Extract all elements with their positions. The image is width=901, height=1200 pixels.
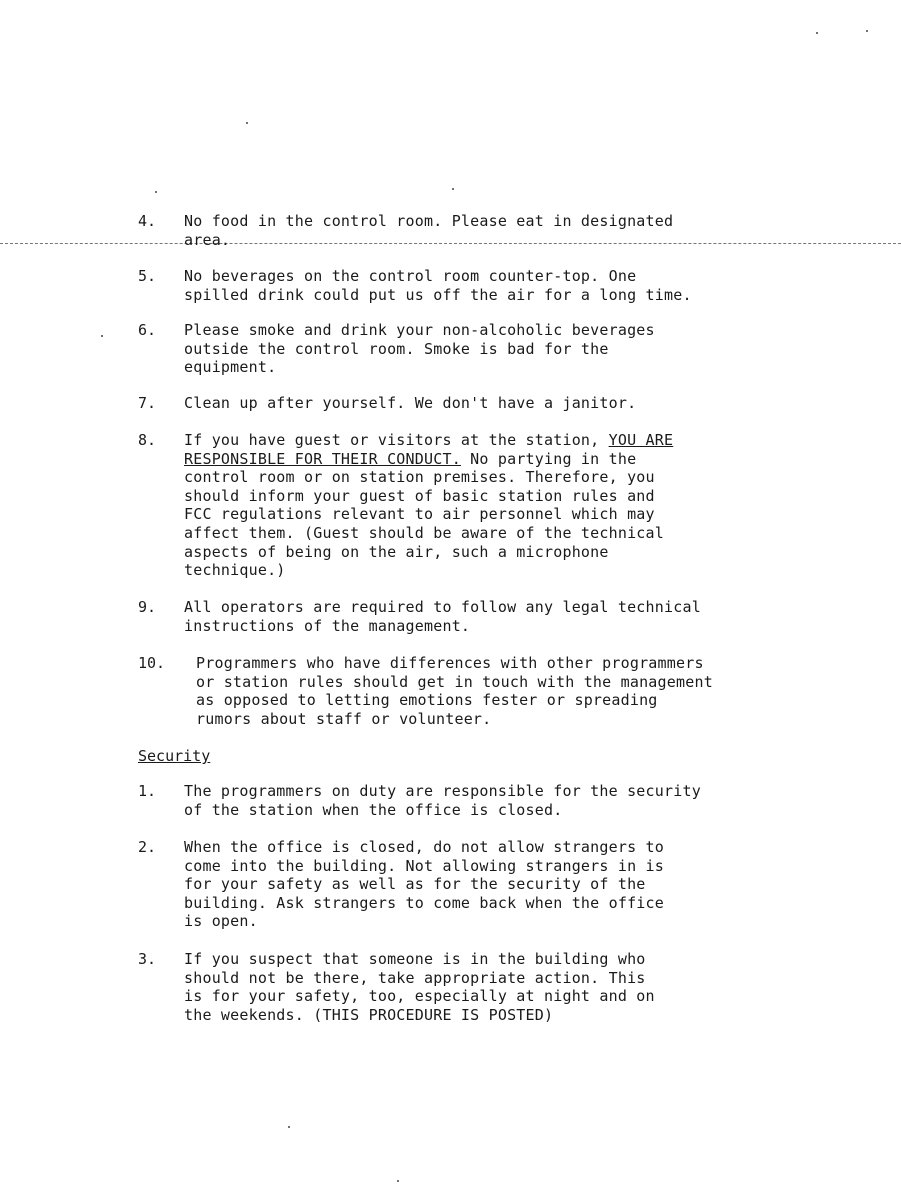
security-text: If you suspect that someone is in the building who should not be there, take appropriate action. This is for your safety, too, especially at night and on the weekends. (THIS PROCEDURE IS POSTED) [184,950,655,1024]
rule-text-before: If you have guest or visitors at the station, [184,431,609,449]
scan-speck [452,188,454,190]
security-number: 3. [138,950,157,968]
rule-number: 9. [138,598,157,616]
scan-speck [866,30,868,32]
rule-text: Clean up after yourself. We don't have a janitor. [184,394,637,412]
scan-speck [155,191,157,193]
scan-speck [288,1126,290,1128]
rule-number: 5. [138,267,157,285]
rule-number: 7. [138,394,157,412]
rule-text: All operators are required to follow any legal technical instructions of the management. [184,598,701,635]
rule-text: Programmers who have differences with other programmers or station rules should get in touch with the management as opposed to letting emotions fester or spreading rumors about staff or volunteer. [196,654,713,728]
rule-number: 4. [138,212,157,230]
rule-text-after: No partying in the control room or on station premises. Therefore, you should inform your guest of basic station rules and FCC regulations relevant to air personnel which may affect them. (Guest should be aware of the technical aspects of being on the air, such a microphone technique.) [184,449,664,580]
rule-text: Please smoke and drink your non-alcoholic beverages outside the control room. Smoke is bad for the equipment. [184,321,655,377]
rule-number: 8. [138,431,157,449]
rule-number: 6. [138,321,157,339]
rule-text-underlined: YOU ARE RESPONSIBLE FOR THEIR CONDUCT. [184,431,674,468]
rule-number: 10. [138,654,166,672]
security-heading: Security [138,747,211,765]
rule-text: No beverages on the control room counter-top. One spilled drink could put us off the air for a long time. [184,267,692,304]
security-number: 1. [138,782,157,800]
security-number: 2. [138,838,157,856]
scan-speck [101,335,103,337]
scan-speck [246,122,248,124]
scan-speck [397,1180,399,1182]
scan-speck [816,32,818,34]
security-text: The programmers on duty are responsible for the security of the station when the office is closed. [184,782,701,819]
rule-text: No food in the control room. Please eat in designated area. [184,212,674,249]
security-text: When the office is closed, do not allow strangers to come into the building. Not allowing strangers in is for your safety as well as for the security of the building. Ask strangers to come back when the office is open. [184,838,664,931]
rule-text [184,431,834,580]
